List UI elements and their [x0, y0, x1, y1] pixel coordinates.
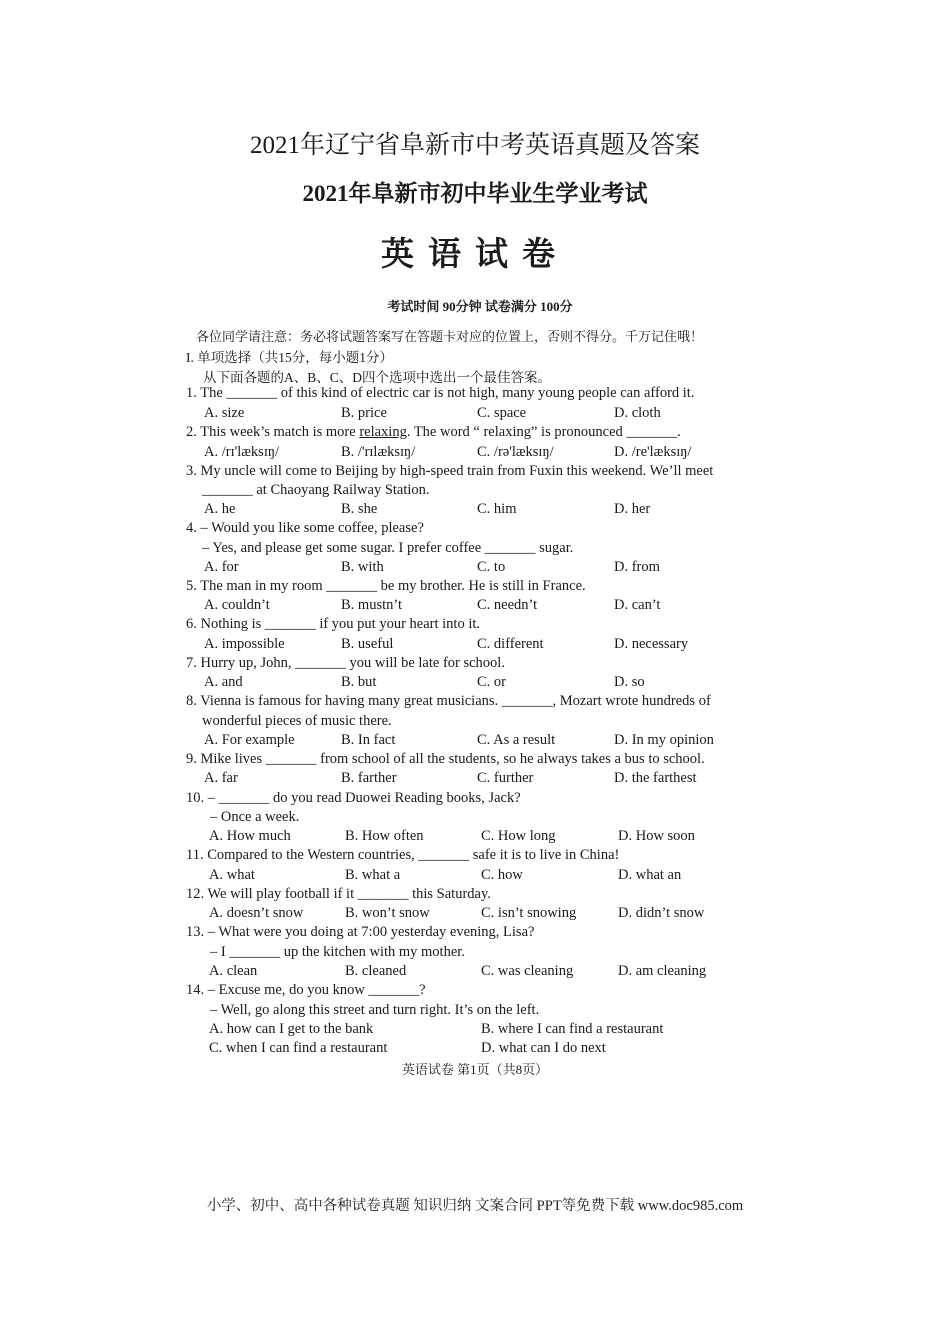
question-text: 10. – _______ do you read Duowei Reading books, Jack?	[186, 790, 521, 806]
option-c: C. isn’t snowing	[481, 905, 577, 921]
option-d: D. can’t	[614, 597, 661, 613]
option-a: A. size	[204, 405, 245, 421]
section-instruction: 从下面各题的A、B、C、D四个选项中选出一个最佳答案。	[203, 370, 552, 385]
exam-title: 2021年阜新市初中毕业生学业考试	[302, 181, 648, 206]
option-a: A. clean	[209, 963, 258, 979]
option-b: B. mustn’t	[341, 597, 402, 613]
option-d: D. am cleaning	[618, 963, 707, 979]
option-b: B. price	[341, 405, 387, 421]
option-c: C. /rə'læksɪŋ/	[477, 444, 554, 460]
option-a: A. far	[204, 770, 238, 786]
option-a: A. couldn’t	[204, 597, 270, 613]
question-text: 12. We will play football if it _______ this Saturday.	[186, 886, 491, 902]
option-c: C. was cleaning	[481, 963, 574, 979]
option-b: B. she	[341, 501, 378, 517]
option-b: B. In fact	[341, 732, 396, 748]
notice: 各位同学请注意：务必将试题答案写在答题卡对应的位置上，否则不得分。千万记住哦！	[196, 329, 704, 344]
option-a: A. doesn’t snow	[209, 905, 304, 921]
question-text: 5. The man in my room _______ be my brother. He is still in France.	[186, 578, 586, 594]
option-d: D. /re'læksɪŋ/	[614, 444, 692, 460]
option-a: A. what	[209, 867, 255, 883]
option-a: A. /rɪ'læksɪŋ/	[204, 444, 280, 460]
question-continuation: – I _______ up the kitchen with my mother.	[210, 944, 465, 960]
option-c: C. to	[477, 559, 506, 575]
option-d: D. In my opinion	[614, 732, 714, 748]
question-text: 13. – What were you doing at 7:00 yesterday evening, Lisa?	[186, 924, 535, 940]
question-text: 7. Hurry up, John, _______ you will be late for school.	[186, 655, 505, 671]
option-c: C. him	[477, 501, 517, 517]
question-text: 1. The _______ of this kind of electric car is not high, many young people can afford it.	[186, 385, 695, 401]
option-b: B. won’t snow	[345, 905, 430, 921]
question-continuation: _______ at Chaoyang Railway Station.	[202, 482, 430, 498]
section-heading: I. 单项选择（共15分，每小题1分）	[186, 350, 393, 365]
option-d: D. so	[614, 674, 645, 690]
option-b: B. useful	[341, 636, 394, 652]
question-text: 11. Compared to the Western countries, _______ safe it is to live in China!	[186, 847, 620, 863]
option-b: B. /'rɪlæksɪŋ/	[341, 444, 416, 460]
option-d: D. necessary	[614, 636, 689, 652]
question-text: 4. – Would you like some coffee, please?	[186, 520, 424, 536]
option-a: A. he	[204, 501, 236, 517]
question-continuation: – Well, go along this street and turn right. It’s on the left.	[210, 1002, 540, 1018]
question-text: 9. Mike lives _______ from school of all the students, so he always takes a bus to school.	[186, 751, 705, 767]
option-a: A. for	[204, 559, 239, 575]
option-a: A. and	[204, 674, 243, 690]
question-continuation: – Once a week.	[210, 809, 300, 825]
question-text: 8. Vienna is famous for having many great musicians. _______, Mozart wrote hundreds of	[186, 693, 711, 709]
option-a: A. impossible	[204, 636, 285, 652]
option-c: C. or	[477, 674, 506, 690]
question-continuation: – Yes, and please get some sugar. I prefer coffee _______ sugar.	[202, 540, 574, 556]
underlined-word: relaxing	[359, 424, 407, 440]
option-a: A. For example	[204, 732, 295, 748]
option-b: B. what a	[345, 867, 401, 883]
option-b: B. where I can find a restaurant	[481, 1021, 664, 1037]
paper-title: 英语试卷	[381, 237, 569, 273]
question-text: 14. – Excuse me, do you know _______?	[186, 982, 426, 998]
option-d: D. the farthest	[614, 770, 697, 786]
question-text: 6. Nothing is _______ if you put your heart into it.	[186, 616, 481, 632]
option-c: C. further	[477, 770, 534, 786]
option-b: B. with	[341, 559, 384, 575]
question-continuation: wonderful pieces of music there.	[202, 713, 392, 729]
site-footer: 小学、初中、高中各种试卷真题 知识归纳 文案合同 PPT等免费下载 www.doc985.com	[206, 1198, 744, 1214]
option-a: A. How much	[209, 828, 291, 844]
option-c: C. space	[477, 405, 527, 421]
option-c: C. needn’t	[477, 597, 538, 613]
doc-title: 2021年辽宁省阜新市中考英语真题及答案	[249, 132, 700, 159]
question-text: 2. This week’s match is more relaxing. The word “ relaxing” is pronounced _______.	[186, 424, 681, 440]
option-b: B. but	[341, 674, 377, 690]
option-d: D. cloth	[614, 405, 661, 421]
option-c: C. how	[481, 867, 523, 883]
option-c: C. How long	[481, 828, 556, 844]
option-d: D. How soon	[618, 828, 695, 844]
option-c: C. As a result	[477, 732, 556, 748]
page-footer: 英语试卷 第1页（共8页）	[401, 1062, 549, 1077]
option-b: B. cleaned	[345, 963, 407, 979]
option-c: C. when I can find a restaurant	[209, 1040, 388, 1056]
question-text: 3. My uncle will come to Beijing by high-speed train from Fuxin this weekend. We’ll meet	[186, 463, 714, 479]
option-d: D. what an	[618, 867, 682, 883]
option-d: D. didn’t snow	[618, 905, 705, 921]
option-b: B. farther	[341, 770, 397, 786]
exam-info: 考试时间 90分钟 试卷满分 100分	[387, 299, 573, 314]
option-c: C. different	[477, 636, 544, 652]
option-b: B. How often	[345, 828, 424, 844]
option-d: D. her	[614, 501, 651, 517]
option-d: D. from	[614, 559, 660, 575]
option-a: A. how can I get to the bank	[209, 1021, 374, 1037]
option-d: D. what can I do next	[481, 1040, 606, 1056]
